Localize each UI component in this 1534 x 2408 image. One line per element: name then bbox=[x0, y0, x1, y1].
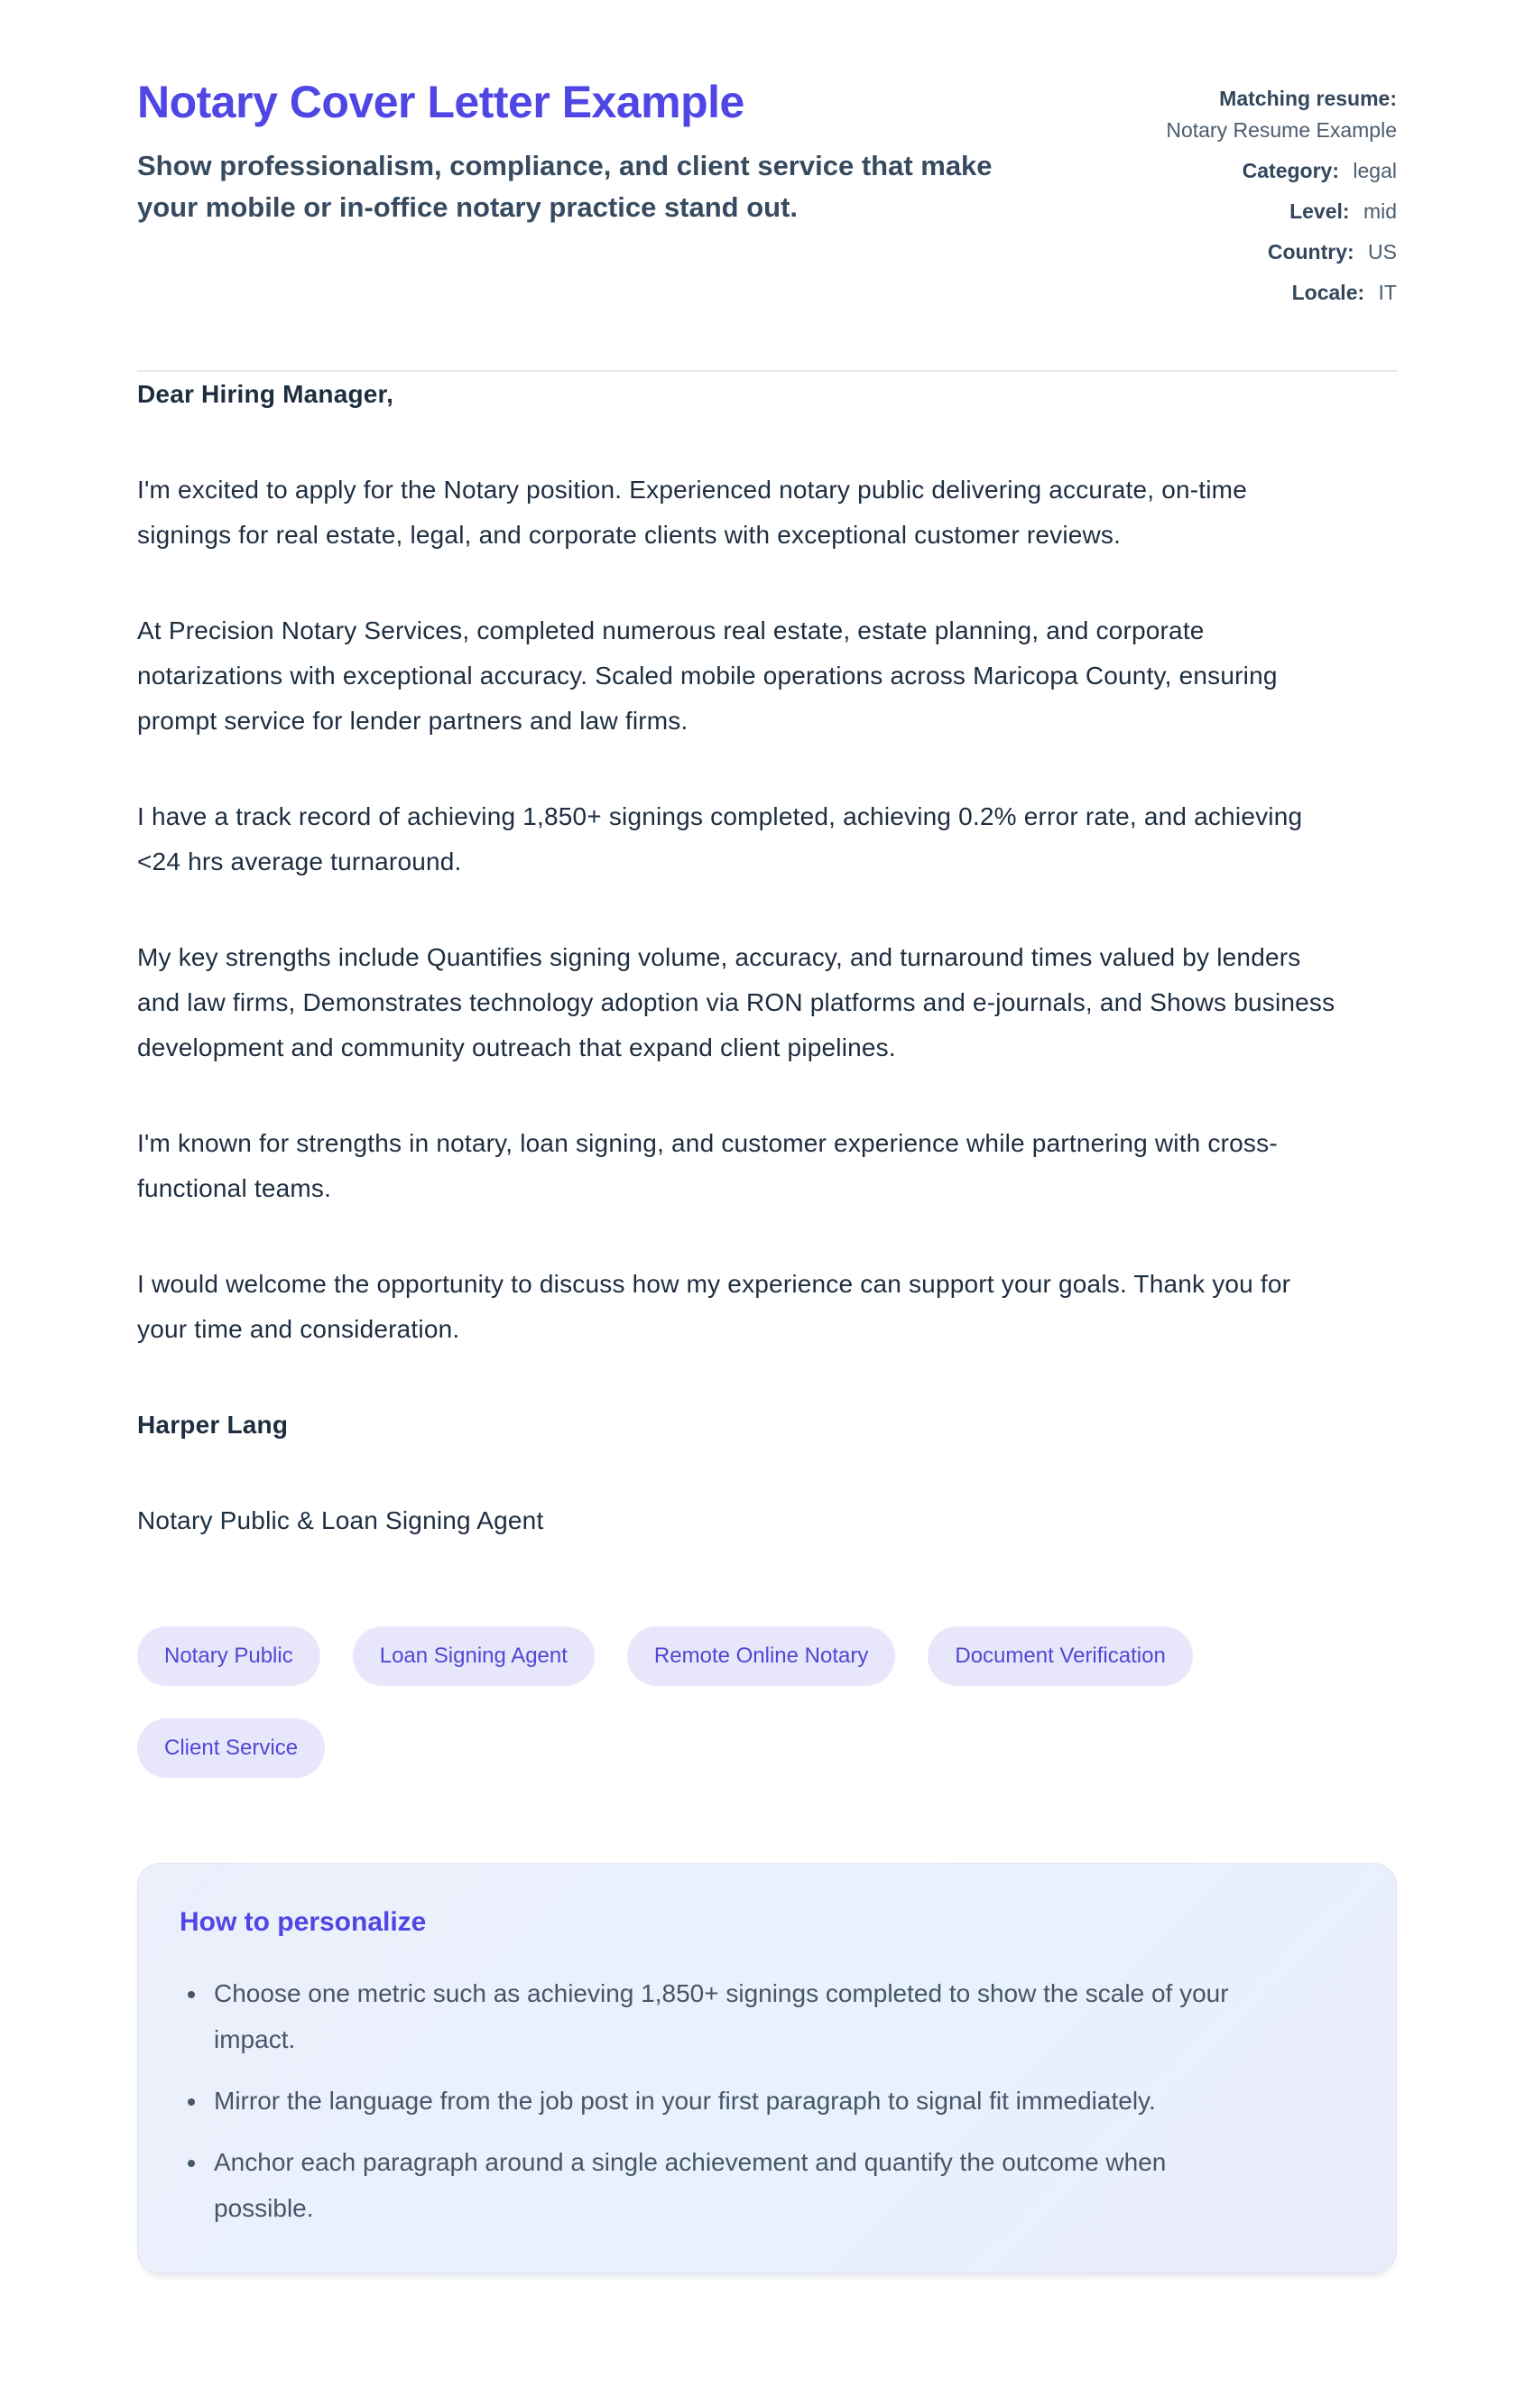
meta-value: Notary Resume Example bbox=[1166, 118, 1397, 142]
signature-title: Notary Public & Loan Signing Agent bbox=[137, 1506, 544, 1534]
meta-value: US bbox=[1368, 240, 1397, 264]
meta-item-level bbox=[1142, 196, 1397, 227]
tag-pill-notary-public[interactable]: Notary Public bbox=[137, 1626, 320, 1686]
page-subtitle: Show professionalism, compliance, and client service that make your mobile or in-office notary practice stand out. bbox=[137, 150, 993, 223]
resume-meta bbox=[1142, 78, 1397, 318]
tag-pill-document-verification[interactable]: Document Verification bbox=[928, 1626, 1192, 1686]
meta-item-matching-resume bbox=[1142, 83, 1397, 146]
letter-paragraph: I would welcome the opportunity to discuss how my experience can support your goals. Thank you for your time and consideration. bbox=[137, 1270, 1291, 1343]
meta-label: Category: bbox=[1242, 159, 1339, 182]
letter-paragraph: I'm known for strengths in notary, loan signing, and customer experience while partnering with cross-functional teams. bbox=[137, 1129, 1278, 1202]
signature-name: Harper Lang bbox=[137, 1411, 289, 1439]
tag-pill-client-service[interactable]: Client Service bbox=[137, 1718, 325, 1778]
tip-item: • Anchor each paragraph around a single achievement and quantify the outcome when possible. bbox=[208, 2139, 1244, 2231]
meta-label: Locale: bbox=[1291, 281, 1365, 304]
meta-item-category bbox=[1142, 155, 1397, 187]
tag-list bbox=[137, 1626, 1397, 1778]
meta-label: Country: bbox=[1267, 240, 1354, 264]
letter-paragraph: I have a track record of achieving 1,850+ signings completed, achieving 0.2% error rate, and achieving <24 hrs average turnaround. bbox=[137, 802, 1303, 875]
meta-value: IT bbox=[1378, 281, 1397, 304]
personalize-card bbox=[137, 1863, 1397, 2274]
tip-item: • Choose one metric such as achieving 1,850+ signings completed to show the scale of your impact. bbox=[208, 1970, 1244, 2062]
tag-pill-loan-signing-agent[interactable]: Loan Signing Agent bbox=[353, 1626, 595, 1686]
meta-item-locale bbox=[1142, 277, 1397, 309]
personalize-title: How to personalize bbox=[180, 1907, 427, 1937]
cover-letter-body bbox=[137, 372, 1397, 1543]
page-header bbox=[137, 78, 1397, 318]
letter-greeting: Dear Hiring Manager, bbox=[137, 380, 394, 408]
meta-value: mid bbox=[1363, 199, 1397, 223]
signature-block bbox=[137, 1403, 1397, 1543]
page-title: Notary Cover Letter Example bbox=[137, 77, 744, 127]
meta-item-country bbox=[1142, 236, 1397, 268]
letter-paragraph: At Precision Notary Services, completed numerous real estate, estate planning, and corporate notarizations with exceptional accuracy. Scaled mobile operations across Maricopa County, ensuring prompt service for lender partners and law firms. bbox=[137, 616, 1278, 735]
meta-value: legal bbox=[1353, 159, 1397, 182]
letter-paragraph: My key strengths include Quantifies signing volume, accuracy, and turnaround times valued by lenders and law firms, Demonstrates technology adoption via RON platforms and e-journals, and Shows business development and community outreach that expand client pipelines. bbox=[137, 943, 1335, 1061]
letter-paragraph: I'm excited to apply for the Notary position. Experienced notary public delivering accurate, on-time signings for real estate, legal, and corporate clients with exceptional customer reviews. bbox=[137, 476, 1247, 549]
personalize-tips bbox=[180, 1970, 1244, 2231]
tag-pill-remote-online-notary[interactable]: Remote Online Notary bbox=[627, 1626, 895, 1686]
meta-label: Level: bbox=[1289, 199, 1350, 223]
tip-item: • Mirror the language from the job post in your first paragraph to signal fit immediately. bbox=[208, 2078, 1244, 2124]
page bbox=[137, 0, 1397, 2274]
header-title-block bbox=[137, 78, 1040, 228]
meta-label: Matching resume: bbox=[1219, 87, 1397, 110]
